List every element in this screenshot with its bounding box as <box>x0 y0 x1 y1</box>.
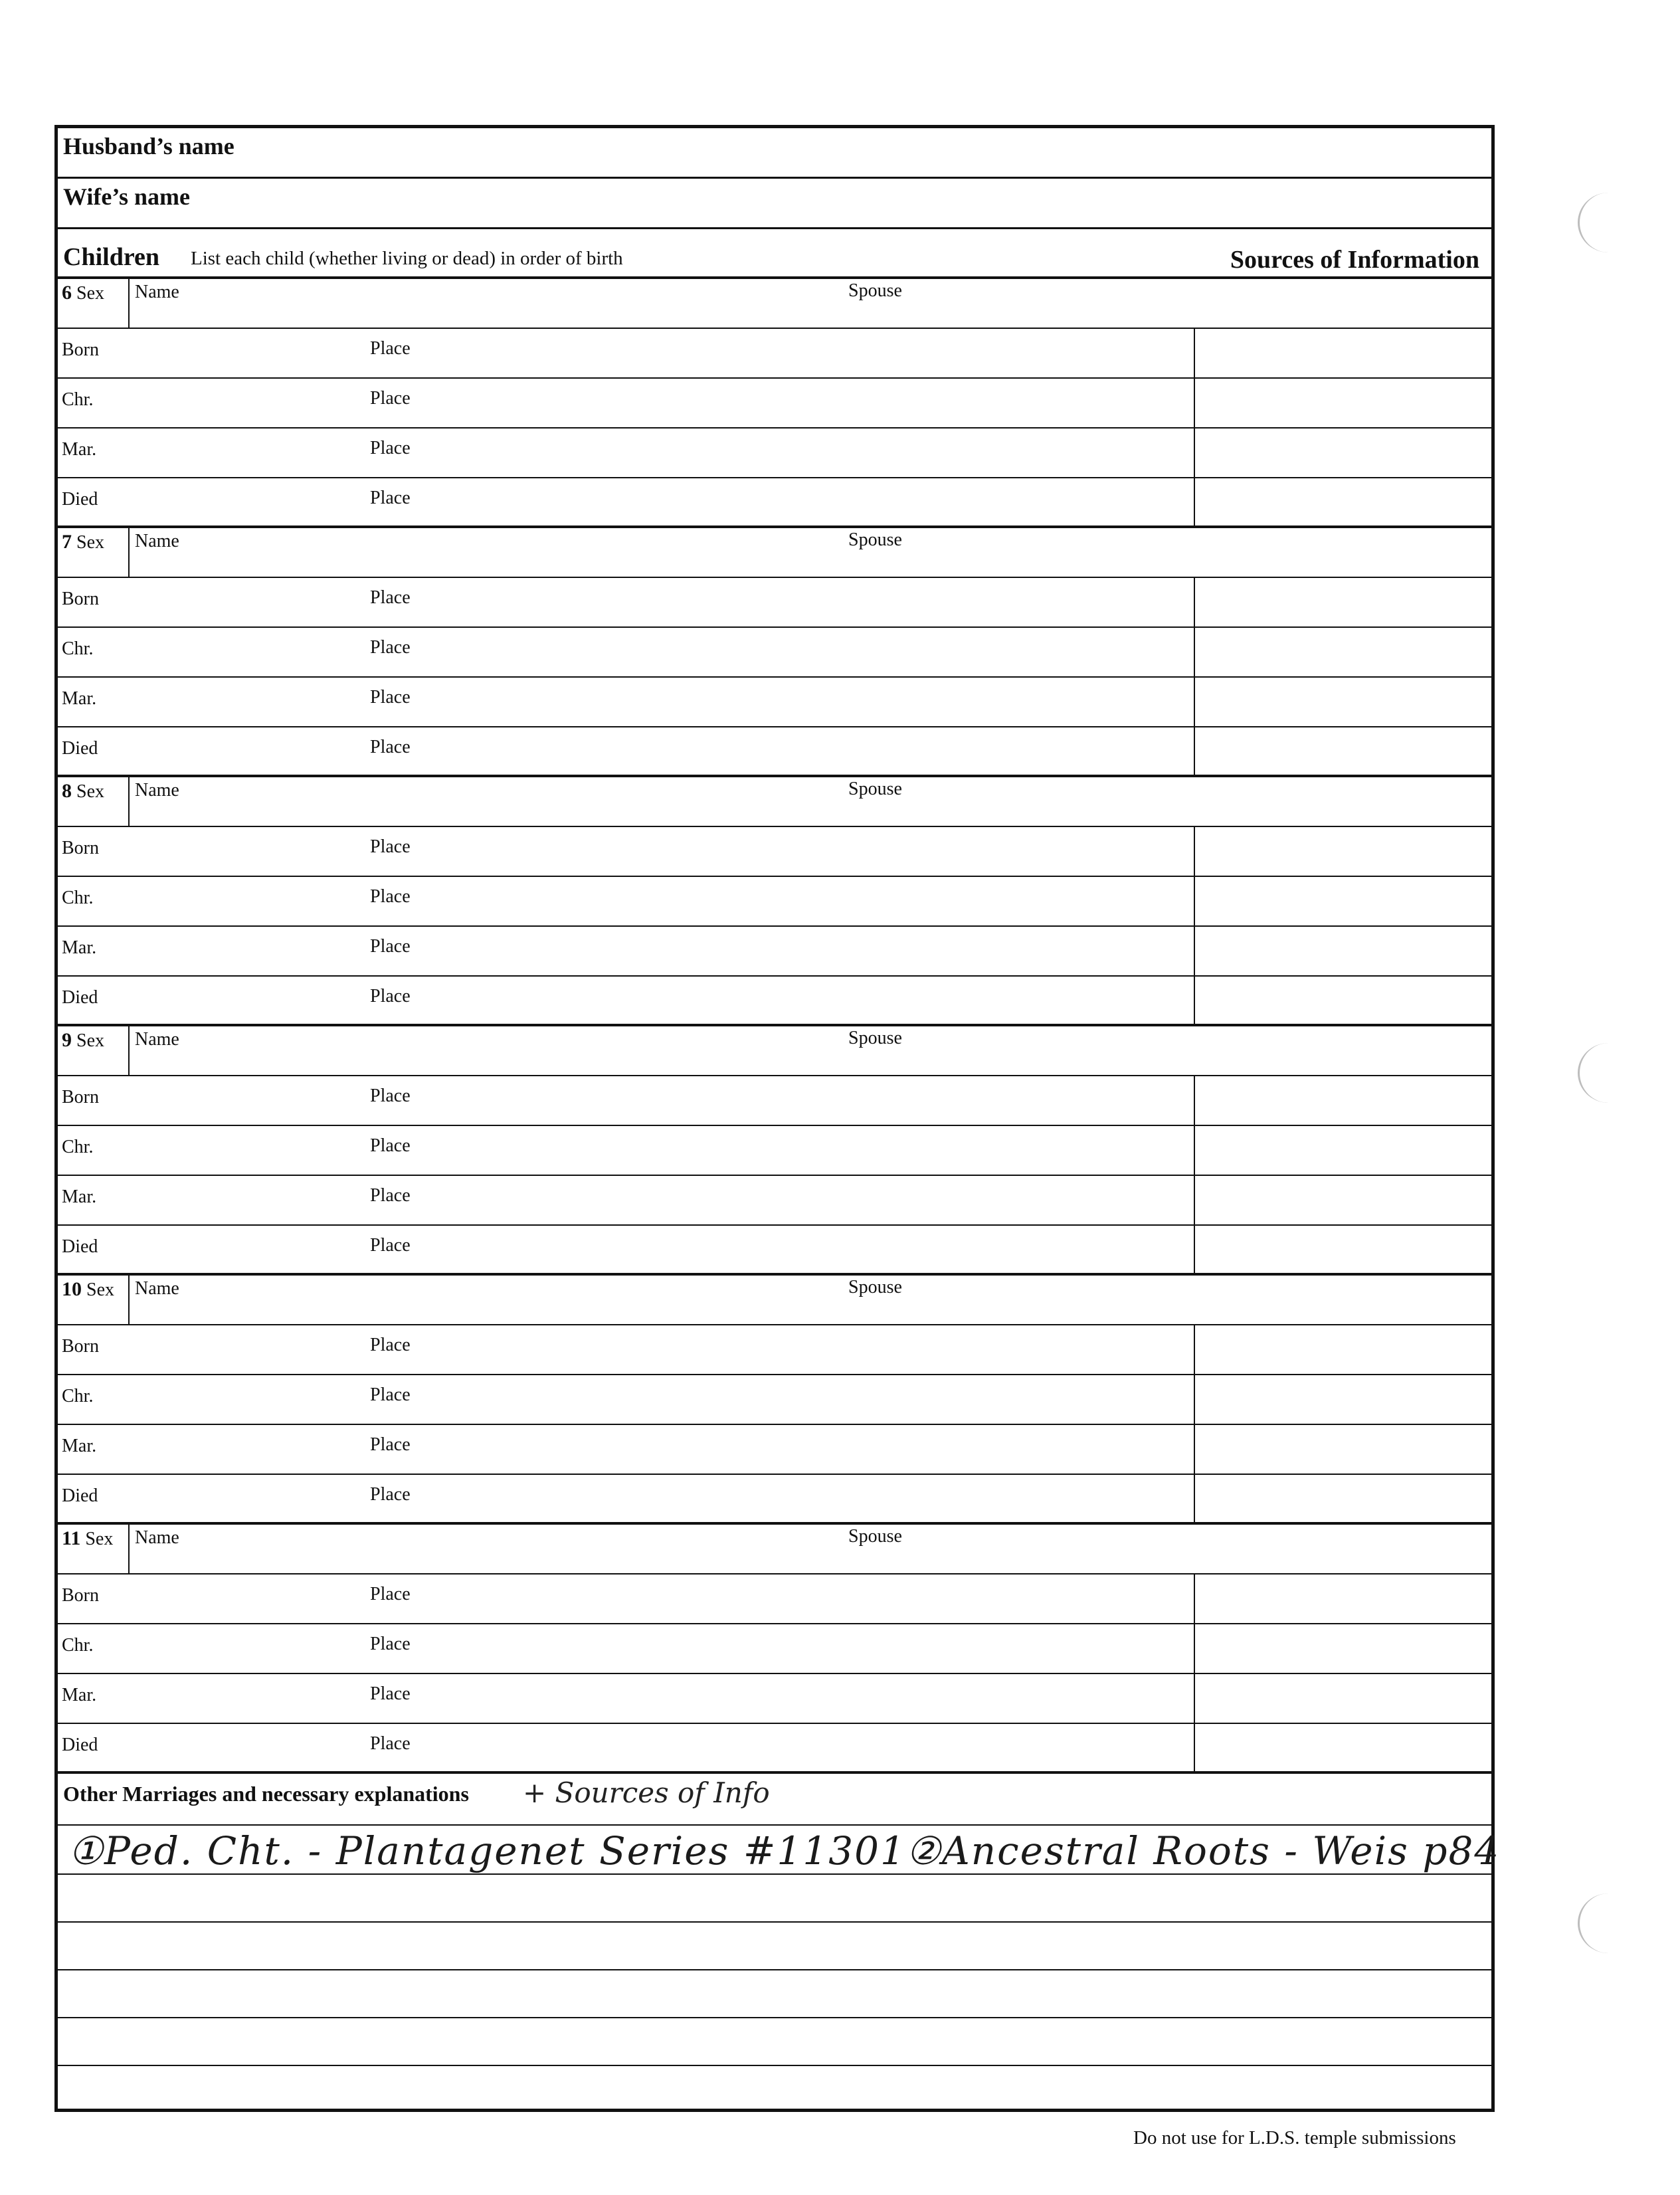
sex-label: Sex <box>76 1030 104 1051</box>
spouse-label: Spouse <box>848 1526 902 1547</box>
place-label: Place <box>370 1384 411 1405</box>
other-line-3 <box>58 1921 1491 1923</box>
name-divider <box>128 1276 130 1324</box>
place-label: Place <box>370 1335 411 1355</box>
chr-row <box>58 628 1491 678</box>
place-label: Place <box>370 438 411 458</box>
child-number: 7 <box>62 531 72 553</box>
died-row <box>58 727 1491 777</box>
chr-label: Chr. <box>62 1635 94 1656</box>
sex-label: Sex <box>85 1529 114 1549</box>
name-divider <box>128 279 130 328</box>
place-label: Place <box>370 587 411 608</box>
place-label: Place <box>370 1634 411 1654</box>
spouse-label: Spouse <box>848 779 902 799</box>
born-label: Born <box>62 589 99 609</box>
child-block <box>58 1276 1491 1525</box>
chr-label: Chr. <box>62 389 94 410</box>
died-label: Died <box>62 489 98 510</box>
born-row <box>58 578 1491 628</box>
husband-row <box>58 128 1491 179</box>
child-number: 6 <box>62 282 72 304</box>
name-divider <box>128 528 130 577</box>
mar-label: Mar. <box>62 439 97 460</box>
mar-row <box>58 1674 1491 1724</box>
sources-divider <box>1194 827 1195 1024</box>
place-label: Place <box>370 1185 411 1206</box>
spouse-label: Spouse <box>848 1028 902 1048</box>
sex-label: Sex <box>76 532 104 553</box>
chr-row <box>58 877 1491 927</box>
born-row <box>58 329 1491 379</box>
handwritten-sources-note: + Sources of Info <box>523 1776 770 1809</box>
sex-label: Sex <box>76 283 104 304</box>
place-label: Place <box>370 637 411 658</box>
chr-row <box>58 1375 1491 1425</box>
born-label: Born <box>62 1336 99 1357</box>
other-line-6 <box>58 2065 1491 2066</box>
footer-note: Do not use for L.D.S. temple submissions <box>1133 2127 1456 2148</box>
mar-row <box>58 927 1491 977</box>
chr-row <box>58 1624 1491 1674</box>
child-name-row <box>58 528 1491 578</box>
child-name-row <box>58 1026 1491 1076</box>
child-number-sex <box>62 282 104 304</box>
mar-label: Mar. <box>62 1187 97 1207</box>
place-label: Place <box>370 1434 411 1455</box>
spouse-label: Spouse <box>848 1277 902 1297</box>
other-marriages-title: Other Marriages and necessary explanations <box>63 1782 469 1806</box>
child-name-row <box>58 279 1491 329</box>
place-label: Place <box>370 1086 411 1106</box>
born-label: Born <box>62 1585 99 1606</box>
mar-row <box>58 1425 1491 1475</box>
name-label: Name <box>135 1527 179 1548</box>
mar-label: Mar. <box>62 688 97 709</box>
born-label: Born <box>62 339 99 360</box>
husband-name-label: Husband’s name <box>63 133 234 159</box>
born-label: Born <box>62 1087 99 1107</box>
child-block <box>58 777 1491 1026</box>
died-row <box>58 478 1491 528</box>
place-label: Place <box>370 687 411 708</box>
name-label: Name <box>135 1278 179 1299</box>
place-label: Place <box>370 986 411 1006</box>
born-label: Born <box>62 838 99 858</box>
sources-divider <box>1194 578 1195 775</box>
born-row <box>58 1076 1491 1126</box>
place-label: Place <box>370 338 411 359</box>
children-note: List each child (whether living or dead) in order of birth <box>191 248 623 269</box>
wife-name-label: Wife’s name <box>63 183 190 210</box>
name-label: Name <box>135 780 179 801</box>
place-label: Place <box>370 1235 411 1256</box>
died-label: Died <box>62 738 98 759</box>
sources-divider <box>1194 1076 1195 1273</box>
child-number-sex <box>62 1278 114 1301</box>
name-divider <box>128 1026 130 1075</box>
handwritten-sources-line: ①Ped. Cht. - Plantagenet Series #11301②Ancestral Roots - Weis p84 <box>68 1828 1501 1873</box>
children-header <box>58 229 1491 279</box>
other-marriages-section <box>58 1774 1501 2109</box>
name-label: Name <box>135 531 179 551</box>
child-name-row <box>58 777 1491 827</box>
died-row <box>58 1724 1491 1774</box>
died-label: Died <box>62 1485 98 1506</box>
sex-label: Sex <box>76 781 104 802</box>
mar-row <box>58 1176 1491 1226</box>
place-label: Place <box>370 1683 411 1704</box>
mar-label: Mar. <box>62 1685 97 1705</box>
died-label: Died <box>62 987 98 1008</box>
died-row <box>58 1226 1491 1276</box>
place-label: Place <box>370 836 411 857</box>
child-number-sex <box>62 531 104 553</box>
child-number: 11 <box>62 1527 81 1549</box>
died-label: Died <box>62 1236 98 1257</box>
sources-title: Sources of Information <box>1230 246 1479 274</box>
place-label: Place <box>370 1584 411 1604</box>
chr-row <box>58 379 1491 429</box>
child-number-sex <box>62 1029 104 1052</box>
place-label: Place <box>370 488 411 508</box>
sources-divider <box>1194 329 1195 525</box>
name-divider <box>128 777 130 826</box>
sex-label: Sex <box>86 1280 114 1300</box>
mar-label: Mar. <box>62 1436 97 1456</box>
born-row <box>58 827 1491 877</box>
chr-row <box>58 1126 1491 1176</box>
child-name-row <box>58 1276 1491 1325</box>
spouse-label: Spouse <box>848 529 902 550</box>
punch-hole-2 <box>1578 1043 1639 1103</box>
child-number: 10 <box>62 1278 82 1300</box>
place-label: Place <box>370 1135 411 1156</box>
family-group-sheet <box>54 125 1501 2112</box>
name-divider <box>128 1525 130 1573</box>
name-label: Name <box>135 1029 179 1050</box>
chr-label: Chr. <box>62 638 94 659</box>
other-line-1 <box>58 1824 1491 1826</box>
died-row <box>58 977 1491 1026</box>
chr-label: Chr. <box>62 1386 94 1406</box>
children-title: Children <box>63 243 160 271</box>
child-block <box>58 1026 1491 1276</box>
sources-divider <box>1194 1575 1195 1771</box>
chr-label: Chr. <box>62 888 94 908</box>
other-line-2 <box>58 1873 1491 1875</box>
place-label: Place <box>370 886 411 907</box>
child-block <box>58 528 1491 777</box>
child-number: 8 <box>62 780 72 802</box>
other-line-4 <box>58 1969 1491 1970</box>
mar-row <box>58 429 1491 478</box>
mar-label: Mar. <box>62 937 97 958</box>
other-line-5 <box>58 2017 1491 2018</box>
child-number-sex <box>62 780 104 803</box>
died-label: Died <box>62 1735 98 1755</box>
born-row <box>58 1325 1491 1375</box>
place-label: Place <box>370 936 411 957</box>
child-block <box>58 279 1491 528</box>
child-number: 9 <box>62 1029 72 1051</box>
sources-divider <box>1194 1325 1195 1522</box>
punch-hole-3 <box>1578 1893 1639 1953</box>
place-label: Place <box>370 737 411 757</box>
name-label: Name <box>135 282 179 302</box>
place-label: Place <box>370 1733 411 1754</box>
died-row <box>58 1475 1491 1525</box>
place-label: Place <box>370 388 411 409</box>
punch-hole-1 <box>1578 193 1639 252</box>
born-row <box>58 1575 1491 1624</box>
mar-row <box>58 678 1491 727</box>
place-label: Place <box>370 1484 411 1505</box>
chr-label: Chr. <box>62 1137 94 1157</box>
child-number-sex <box>62 1527 113 1550</box>
child-name-row <box>58 1525 1491 1575</box>
spouse-label: Spouse <box>848 280 902 301</box>
wife-row <box>58 179 1491 229</box>
child-block <box>58 1525 1491 1774</box>
